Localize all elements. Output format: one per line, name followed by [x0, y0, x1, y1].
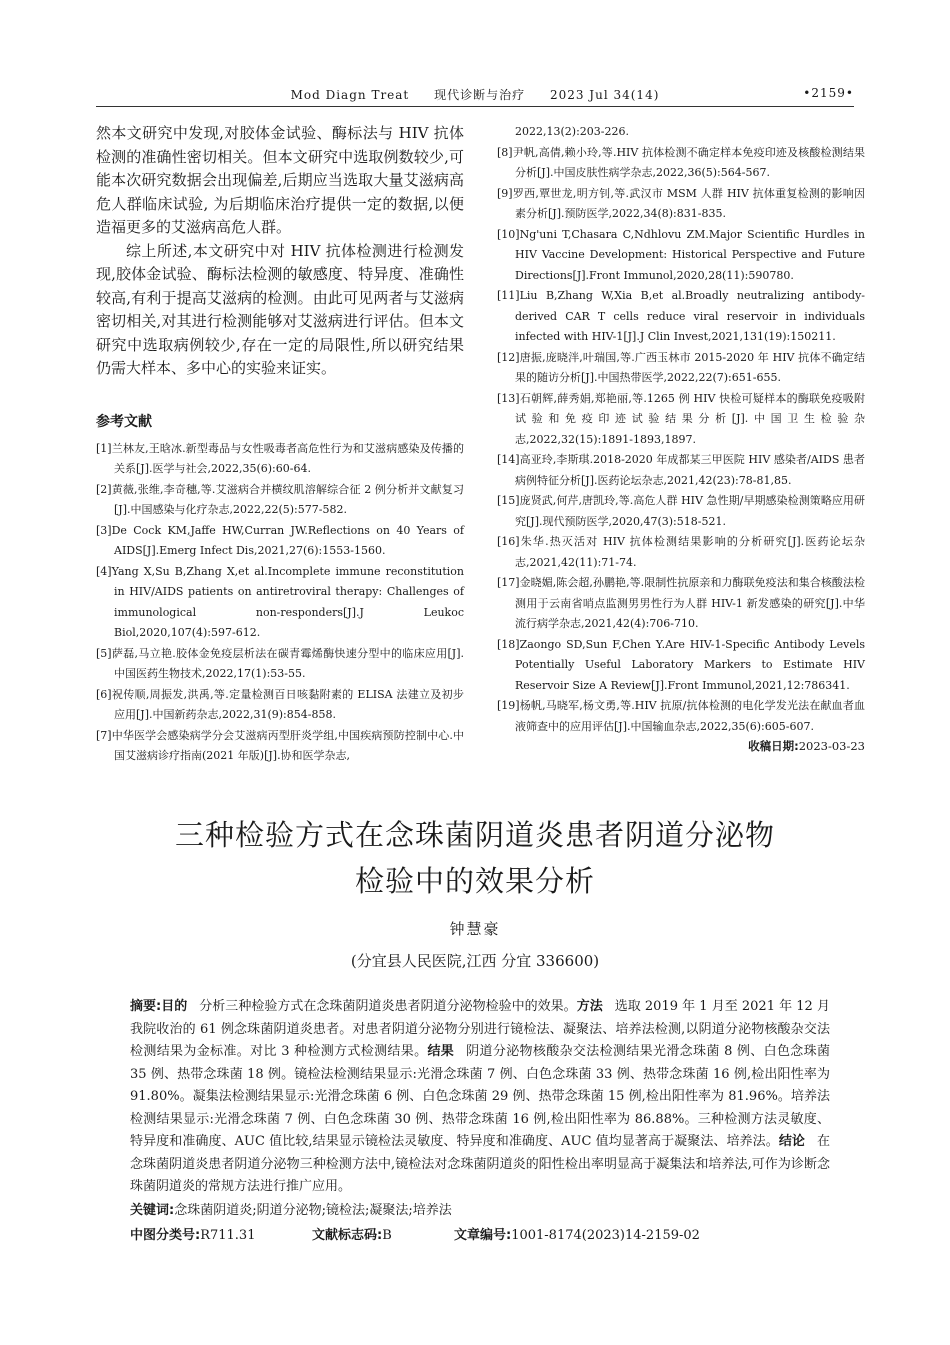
reference-item: [17]金晓媚,陈会超,孙鹏艳,等.限制性抗原亲和力酶联免疫法和集合核酸法检测用于云南省哨点监测男男性行为人群 HIV-1 新发感染的研究[J].中华流行病学杂志,2021,42(4):706-710.: [497, 576, 865, 630]
article-no-label: 文章编号:: [454, 1228, 512, 1243]
methods-text: 选取 2019 年 1 月至 2021 年 12 月我院收治的 61 例念珠菌阴道炎患者。对患者阴道分泌物分别进行镜检法、凝聚法、培养法检测,以阴道分泌物核酸杂交法检测结果为金标准。对比 3 种检测方式检测结果。: [130, 999, 830, 1059]
objective-text: 分析三种检验方式在念珠菌阴道炎患者阴道分泌物检验中的效果。: [199, 999, 577, 1014]
reference-item: [19]杨帆,马晓军,杨文勇,等.HIV 抗原/抗体检测的电化学发光法在献血者血液筛查中的应用评估[J].中国输血杂志,2022,35(6):605-607.: [497, 699, 865, 733]
reference-item: [2]黄薇,张维,李奇穗,等.艾滋病合并横纹肌溶解综合征 2 例分析并文献复习[J].中国感染与化疗杂志,2022,22(5):577-582.: [96, 482, 464, 516]
results-label: 结果: [427, 1044, 455, 1059]
doc-code-value: B: [382, 1228, 392, 1243]
article-title: [60, 812, 890, 904]
reference-item: 2022,13(2):203-226.: [515, 125, 629, 138]
reference-item: [5]萨磊,马立艳.胶体金免疫层析法在碳青霉烯酶快速分型中的临床应用[J].中国医药生物技术,2022,17(1):53-55.: [96, 646, 464, 680]
journal-info: [96, 86, 854, 103]
article-number: [454, 1224, 700, 1243]
conclusion-text: 在念珠菌阴道炎患者阴道分泌物三种检测方法中,镜检法对念珠菌阴道炎的阳性检出率明显高于凝集法和培养法,可作为诊断念珠菌阴道炎的常规方法进行推广应用。: [130, 1134, 830, 1194]
conclusion-label: 结论: [778, 1134, 805, 1149]
journal-name-cn: 现代诊断与治疗: [434, 88, 526, 102]
reference-item: [4]Yang X,Su B,Zhang X,et al.Incomplete immune reconstitution in HIV/AIDS patients on antiretroviral therapy: Challenges of immunological non-responders[J].J Leukoc Biol,2020,107(4):597-612.: [96, 564, 464, 639]
doc-code-label: 文献标志码:: [312, 1228, 383, 1243]
title-line: 三种检验方式在念珠菌阴道炎患者阴道分泌物: [174, 818, 775, 852]
page-number: •2159•: [803, 86, 854, 100]
references-heading: 参考文献: [96, 413, 152, 430]
article-no-value: 1001-8174(2023)14-2159-02: [511, 1228, 700, 1243]
right-column: [497, 122, 865, 754]
author-name: 钟慧豪: [449, 920, 501, 938]
body-paragraph: 然本文研究中发现,对胶体金试验、酶标法与 HIV 抗体检测的准确性密切相关。但本文研究中选取例数较少,可能本次研究数据会出现偏差,后期应当选取大量艾滋病高危人群临床试验, 为后期临床治疗提供一定的数据,以便造福更多的艾滋病高危人群。: [96, 124, 464, 236]
affiliation: (分宜县人民医院,江西 分宜 336600): [350, 952, 600, 970]
reference-item: [8]尹帆,高倩,赖小玲,等.HIV 抗体检测不确定样本免疫印迹及核酸检测结果分析[J].中国皮肤性病学杂志,2022,36(5):564-567.: [497, 145, 865, 179]
reference-item: [11]Liu B,Zhang W,Xia B,et al.Broadly neutralizing antibody-derived CAR T cells reduce viral reservoir in individuals infected with HIV-1[J].J Clin Invest,2021,131(19):150211.: [497, 289, 865, 343]
abstract: [130, 996, 830, 1199]
document-code: [312, 1224, 392, 1243]
reference-item: [7]中华医学会感染病学分会艾滋病丙型肝炎学组,中国疾病预防控制中心.中国艾滋病诊疗指南(2021 年版)[J].协和医学杂志,: [96, 728, 464, 762]
running-header: [96, 82, 854, 107]
reference-item: [18]Zaongo SD,Sun F,Chen Y.Are HIV-1-Specific Antibody Levels Potentially Useful Laboratory Markers to Estimate HIV Reservoir Size A Review[J].Front Immunol,2021,12:786341.: [497, 637, 865, 692]
reference-item: [14]高亚玲,李斯琪.2018-2020 年成都某三甲医院 HIV 感染者/AIDS 患者病例特征分析[J].医药论坛杂志,2021,42(23):78-81,85.: [497, 453, 865, 487]
objective-label: 目的: [161, 999, 188, 1014]
reference-item: [1]兰林友,王晗冰.新型毒品与女性吸毒者高危性行为和艾滋病感染及传播的关系[J].医学与社会,2022,35(6):60-64.: [96, 441, 464, 475]
keywords: [130, 1199, 830, 1218]
left-column: [96, 122, 464, 767]
reference-item: [6]祝传顺,周振发,洪禹,等.定量检测百日咳黏附素的 ELISA 法建立及初步应用[J].中国新药杂志,2022,31(9):854-858.: [96, 687, 464, 721]
received-value: 2023-03-23: [798, 739, 865, 753]
reference-list: [96, 439, 464, 767]
results-text: 阴道分泌物核酸杂交法检测结果光滑念珠菌 8 例、白色念珠菌 35 例、热带念珠菌 18 例。镜检法检测结果显示:光滑念珠菌 7 例、白色念珠菌 33 例、热带念珠菌 16 例,检出阳性率为 91.80%。凝集法检测结果显示:光滑念珠菌 6 例、白色念珠菌 29 例、热带念珠菌 15 例,检出阳性率为 81.96%。培养法检测结果显示:光滑念珠菌 7 例、白色念珠菌 30 例、热带念珠菌 16 例,检出阳性率为 86.88%。三种检测方法灵敏度、特异度和准确度、AUC 值比较,结果显示镜检法灵敏度、特异度和准确度、AUC 值均显著高于凝聚法、培养法。: [130, 1044, 830, 1149]
journal-name-en: Mod Diagn Treat: [290, 88, 410, 102]
methods-label: 方法: [576, 999, 603, 1014]
reference-list: [497, 122, 865, 737]
received-date: [497, 738, 865, 754]
title-line: 检验中的效果分析: [354, 864, 595, 898]
received-label: 收稿日期:: [748, 739, 799, 753]
reference-item: [9]罗西,覃世龙,明方钊,等.武汉市 MSM 人群 HIV 抗体重复检测的影响因素分析[J].预防医学,2022,34(8):831-835.: [497, 186, 865, 220]
clc-number: [130, 1224, 255, 1243]
reference-item: [13]石朝辉,薛秀娟,郑艳丽,等.1265 例 HIV 快检可疑样本的酶联免疫吸附试验和免疫印迹试验结果分析[J].中国卫生检验杂志,2022,32(15):1891-1893,1897.: [497, 391, 865, 446]
keywords-label: 关键词:: [130, 1203, 175, 1218]
clc-label: 中图分类号:: [130, 1228, 201, 1243]
keywords-text: 念珠菌阴道炎;阴道分泌物;镜检法;凝聚法;培养法: [174, 1203, 452, 1218]
reference-item: [10]Ng'uni T,Chasara C,Ndhlovu ZM.Major Scientific Hurdles in HIV Vaccine Development: Historical Perspective and Future Directions[J].Front Immunol,2020,28(11):590780.: [497, 227, 865, 282]
issue-info: 2023 Jul 34(14): [549, 88, 660, 102]
body-paragraph: 综上所述,本文研究中对 HIV 抗体检测进行检测发现,胶体金试验、酶标法检测的敏感度、特异度、准确性较高,有利于提高艾滋病的检测。由此可见两者与艾滋病密切相关,对其进行检测能够对艾滋病进行评估。但本文研究中选取病例较少,存在一定的局限性,所以研究结果仍需大样本、多中心的实验来证实。: [96, 241, 464, 377]
clc-value: R711.31: [200, 1228, 256, 1243]
reference-item: [12]唐振,庞晓泮,叶瑞国,等.广西玉林市 2015-2020 年 HIV 抗体不确定结果的随访分析[J].中国热带医学,2022,22(7):651-655.: [497, 350, 865, 384]
abstract-label: 摘要:: [130, 999, 162, 1014]
reference-item: [3]De Cock KM,Jaffe HW,Curran JW.Reflections on 40 Years of AIDS[J].Emerg Infect Dis,2021,27(6):1553-1560.: [96, 523, 464, 557]
reference-item: [16]朱华.热灭活对 HIV 抗体检测结果影响的分析研究[J].医药论坛杂志,2021,42(11):71-74.: [497, 535, 865, 569]
reference-item: [15]庞贤武,何芹,唐凯玲,等.高危人群 HIV 急性期/早期感染检测策略应用研究[J].现代预防医学,2020,47(3):518-521.: [497, 494, 865, 528]
